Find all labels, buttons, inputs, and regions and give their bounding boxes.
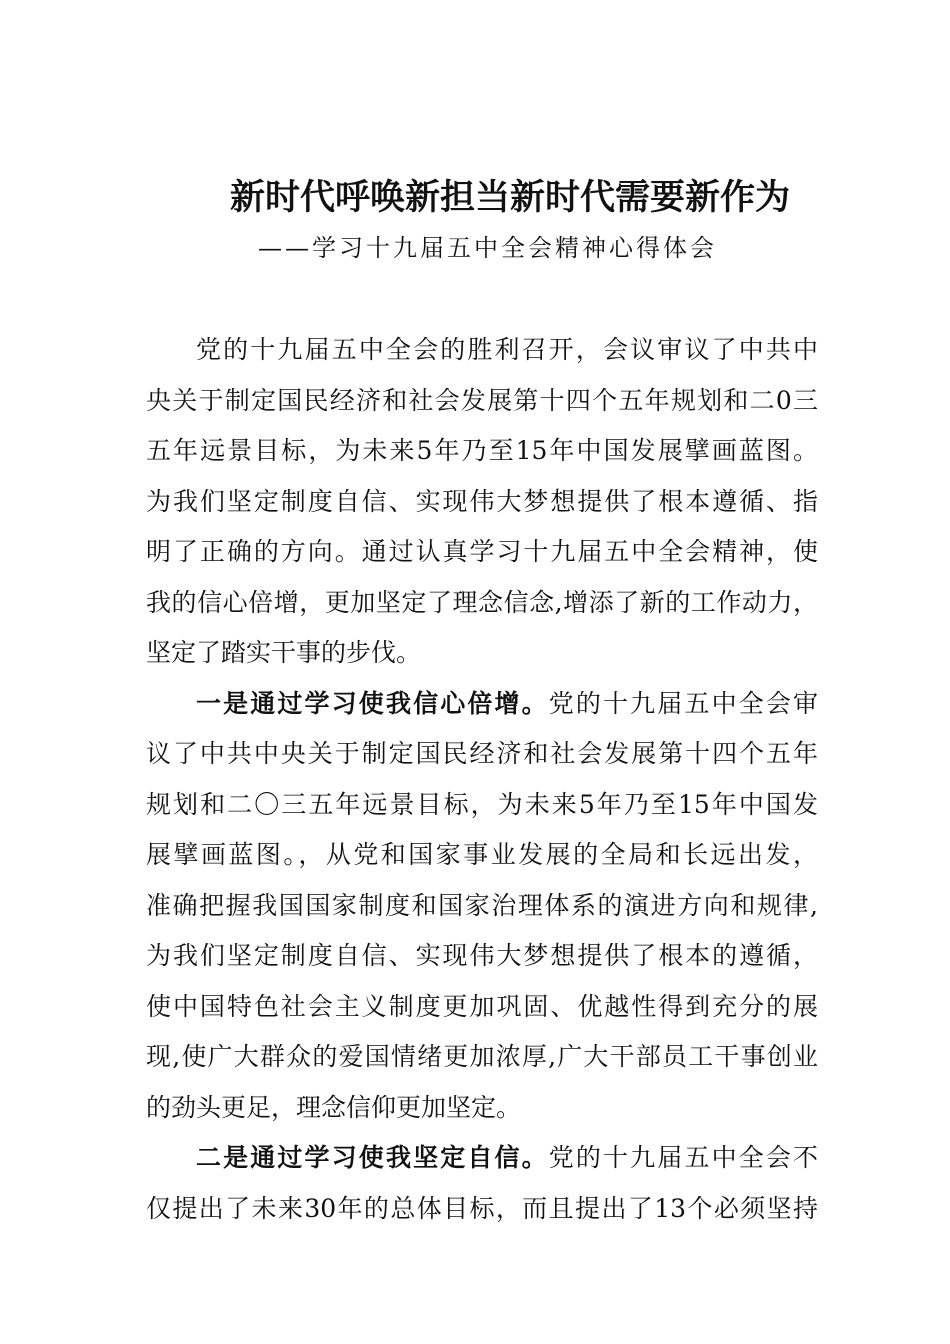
paragraph-1-line-7: 坚定了踏实干事的步伐。 xyxy=(146,638,422,667)
paragraph-2-line-4: 展擘画蓝图。，从党和国家事业发展的全局和长远出发， xyxy=(146,840,818,869)
paragraph-2-line-1-text: 党的十九届五中全会审 xyxy=(548,688,818,718)
paragraph-3-line-1 xyxy=(146,1133,818,1184)
paragraph-3-line-2: 仅提出了未来30年的总体目标，而且提出了13个必须坚持 xyxy=(146,1193,818,1223)
document-subtitle: ——学习十九届五中全会精神心得体会 xyxy=(258,234,717,262)
paragraph-2-lead: 一是通过学习使我信心倍增。 xyxy=(196,688,549,718)
paragraph-1-line-5: 明了正确的方向。通过认真学习十九届五中全会精神，使 xyxy=(146,537,818,566)
paragraph-2-line-1 xyxy=(146,679,818,730)
paragraph-1-line-4: 为我们坚定制度自信、实现伟大梦想提供了根本遵循、指 xyxy=(146,486,818,516)
paragraph-2-line-2: 议了中共中央关于制定国民经济和社会发展第十四个五年 xyxy=(146,739,818,768)
paragraph-2-line-5: 准确把握我国国家制度和国家治理体系的演进方向和规律, xyxy=(146,890,818,920)
document-body xyxy=(146,325,818,1234)
paragraph-3-line-1-text: 党的十九届五中全会不 xyxy=(548,1143,818,1172)
paragraph-1-line-3: 五年远景目标，为未来5年乃至15年中国发展擘画蓝图。 xyxy=(146,436,818,465)
paragraph-1-line-2: 央关于制定国民经济和社会发展第十四个五年规划和二0三 xyxy=(146,385,818,415)
paragraph-1-line-6: 我的信心倍增，更加坚定了理念信念,增添了新的工作动力， xyxy=(146,587,818,617)
paragraph-3-lead: 二是通过学习使我坚定自信。 xyxy=(196,1143,549,1172)
paragraph-2-line-3: 规划和二〇三五年远景目标，为未来5年乃至15年中国发 xyxy=(146,789,818,819)
paragraph-2-line-7: 使中国特色社会主义制度更加巩固、优越性得到充分的展 xyxy=(146,991,818,1021)
paragraph-2-line-8: 现,使广大群众的爱国情绪更加浓厚,广大干部员工干事创业 xyxy=(146,1042,818,1071)
paragraph-2-line-9: 的劲头更足，理念信仰更加坚定。 xyxy=(146,1092,522,1122)
paragraph-2-line-6: 为我们坚定制度自信、实现伟大梦想提供了根本的遵循， xyxy=(146,941,818,970)
document-title: 新时代呼唤新担当新时代需要新作为 xyxy=(229,177,790,218)
paragraph-1-line-1: 党的十九届五中全会的胜利召开，会议审议了中共中 xyxy=(196,335,818,364)
